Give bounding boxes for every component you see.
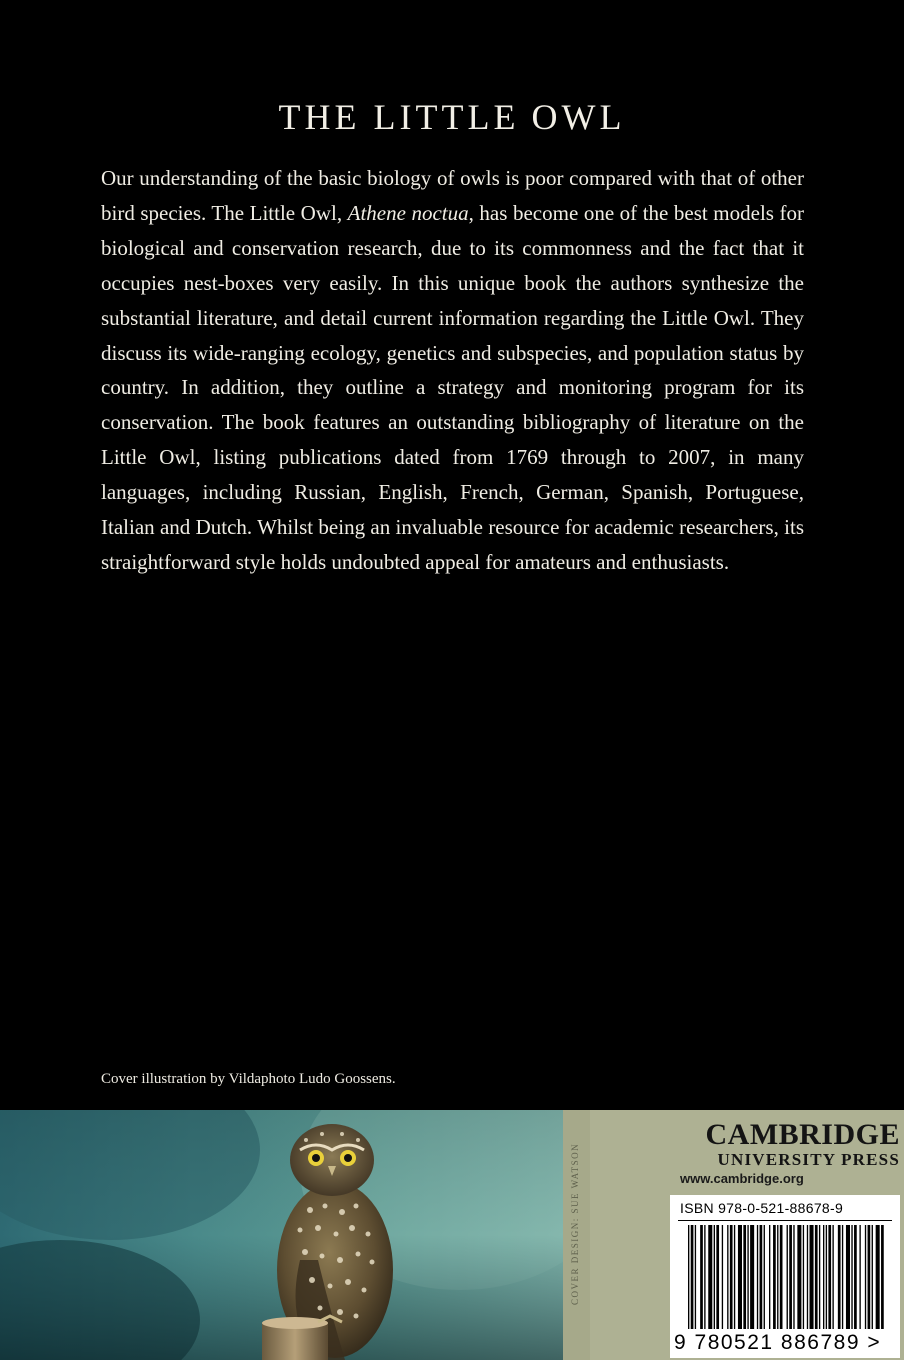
species-name: Athene noctua xyxy=(347,200,469,225)
barcode-bar xyxy=(757,1225,758,1329)
barcode-bar xyxy=(764,1225,765,1329)
barcode-bar xyxy=(714,1225,715,1329)
barcode-bar xyxy=(865,1225,866,1329)
barcode-bar xyxy=(838,1225,841,1329)
title-part-2: OWL xyxy=(531,97,626,137)
barcode-bar xyxy=(842,1225,843,1329)
barcode-bar xyxy=(807,1225,808,1329)
barcode-bar xyxy=(797,1225,801,1329)
book-title xyxy=(0,96,904,138)
barcode-bar xyxy=(716,1225,719,1329)
barcode-bar xyxy=(734,1225,735,1329)
barcode-bar xyxy=(803,1225,804,1329)
barcode-bars xyxy=(688,1225,886,1333)
design-credit: COVER DESIGN: SUE WATSON xyxy=(570,1142,580,1305)
barcode-bar xyxy=(819,1225,820,1329)
barcode-bar xyxy=(760,1225,763,1329)
barcode-bar xyxy=(851,1225,852,1329)
isbn-divider xyxy=(678,1220,892,1221)
barcode-bar xyxy=(708,1225,712,1329)
owl-photo xyxy=(0,1110,563,1360)
barcode-bar xyxy=(854,1225,857,1329)
title-part-1: THE LITTLE xyxy=(278,97,520,137)
publisher-subtitle: UNIVERSITY PRESS xyxy=(717,1150,900,1169)
barcode-bar xyxy=(876,1225,880,1329)
barcode-bar xyxy=(846,1225,850,1329)
barcode-bar xyxy=(769,1225,770,1329)
publisher-panel xyxy=(590,1110,904,1360)
barcode-bar xyxy=(832,1225,833,1329)
barcode-bar xyxy=(810,1225,814,1329)
book-blurb xyxy=(101,161,804,580)
barcode-bar xyxy=(859,1225,860,1329)
barcode-bar xyxy=(695,1225,696,1329)
barcode-digits: 9 780521 886789 > xyxy=(674,1331,882,1354)
barcode-bar xyxy=(691,1225,694,1329)
blurb-part-1: Our understanding of the basic biology of owls is poor compared with that of other bird species. The Little Owl, xyxy=(101,166,804,225)
barcode-bar xyxy=(777,1225,778,1329)
barcode-bar xyxy=(872,1225,873,1329)
blurb-part-2: , has become one of the best models for biological and conservation research, due to its commonness and the fact that it occupies nest-boxes very easily. In this unique book the authors synthesize the substantial literature, and detail current information regarding the Little Owl. They discuss its wide-ranging ecology, genetics and subspecies, and population status by country. In addition, they outline a strategy and monitoring program for its conservation. The book features an outstanding bibliography of literature on the Little Owl, listing publications dated from 1769 through to 2007, in many languages, including Russian, English, French, German, Spanish, Portuguese, Italian and Dutch. Whilst being an invaluable resource for academic researchers, its straightforward style holds undoubted appeal for amateurs and enthusiasts. xyxy=(101,200,804,574)
barcode-bar xyxy=(826,1225,827,1329)
barcode-bar xyxy=(815,1225,818,1329)
barcode-bar xyxy=(750,1225,754,1329)
barcode-bar xyxy=(738,1225,742,1329)
barcode-bar xyxy=(773,1225,776,1329)
barcode-box xyxy=(670,1195,900,1358)
barcode-bar xyxy=(747,1225,748,1329)
barcode-bar xyxy=(730,1225,733,1329)
barcode-bar xyxy=(881,1225,884,1329)
barcode-bar xyxy=(787,1225,788,1329)
publisher-url[interactable]: www.cambridge.org xyxy=(680,1171,804,1186)
barcode-bar xyxy=(828,1225,831,1329)
barcode-bar xyxy=(780,1225,783,1329)
barcode-bar xyxy=(727,1225,728,1329)
barcode-bar xyxy=(700,1225,703,1329)
barcode-bar xyxy=(688,1225,689,1329)
cover-credit: Cover illustration by Vildaphoto Ludo Goossens. xyxy=(101,1071,396,1087)
barcode-bar xyxy=(868,1225,871,1329)
barcode-bar xyxy=(789,1225,792,1329)
barcode-bar xyxy=(722,1225,723,1329)
barcode-bar xyxy=(793,1225,794,1329)
barcode-bar xyxy=(743,1225,746,1329)
barcode-bar xyxy=(704,1225,705,1329)
publisher-name: CAMBRIDGE xyxy=(705,1118,900,1151)
isbn-label: ISBN 978-0-521-88678-9 xyxy=(680,1200,844,1216)
barcode-bar xyxy=(823,1225,824,1329)
owl-illustration xyxy=(0,1110,563,1360)
